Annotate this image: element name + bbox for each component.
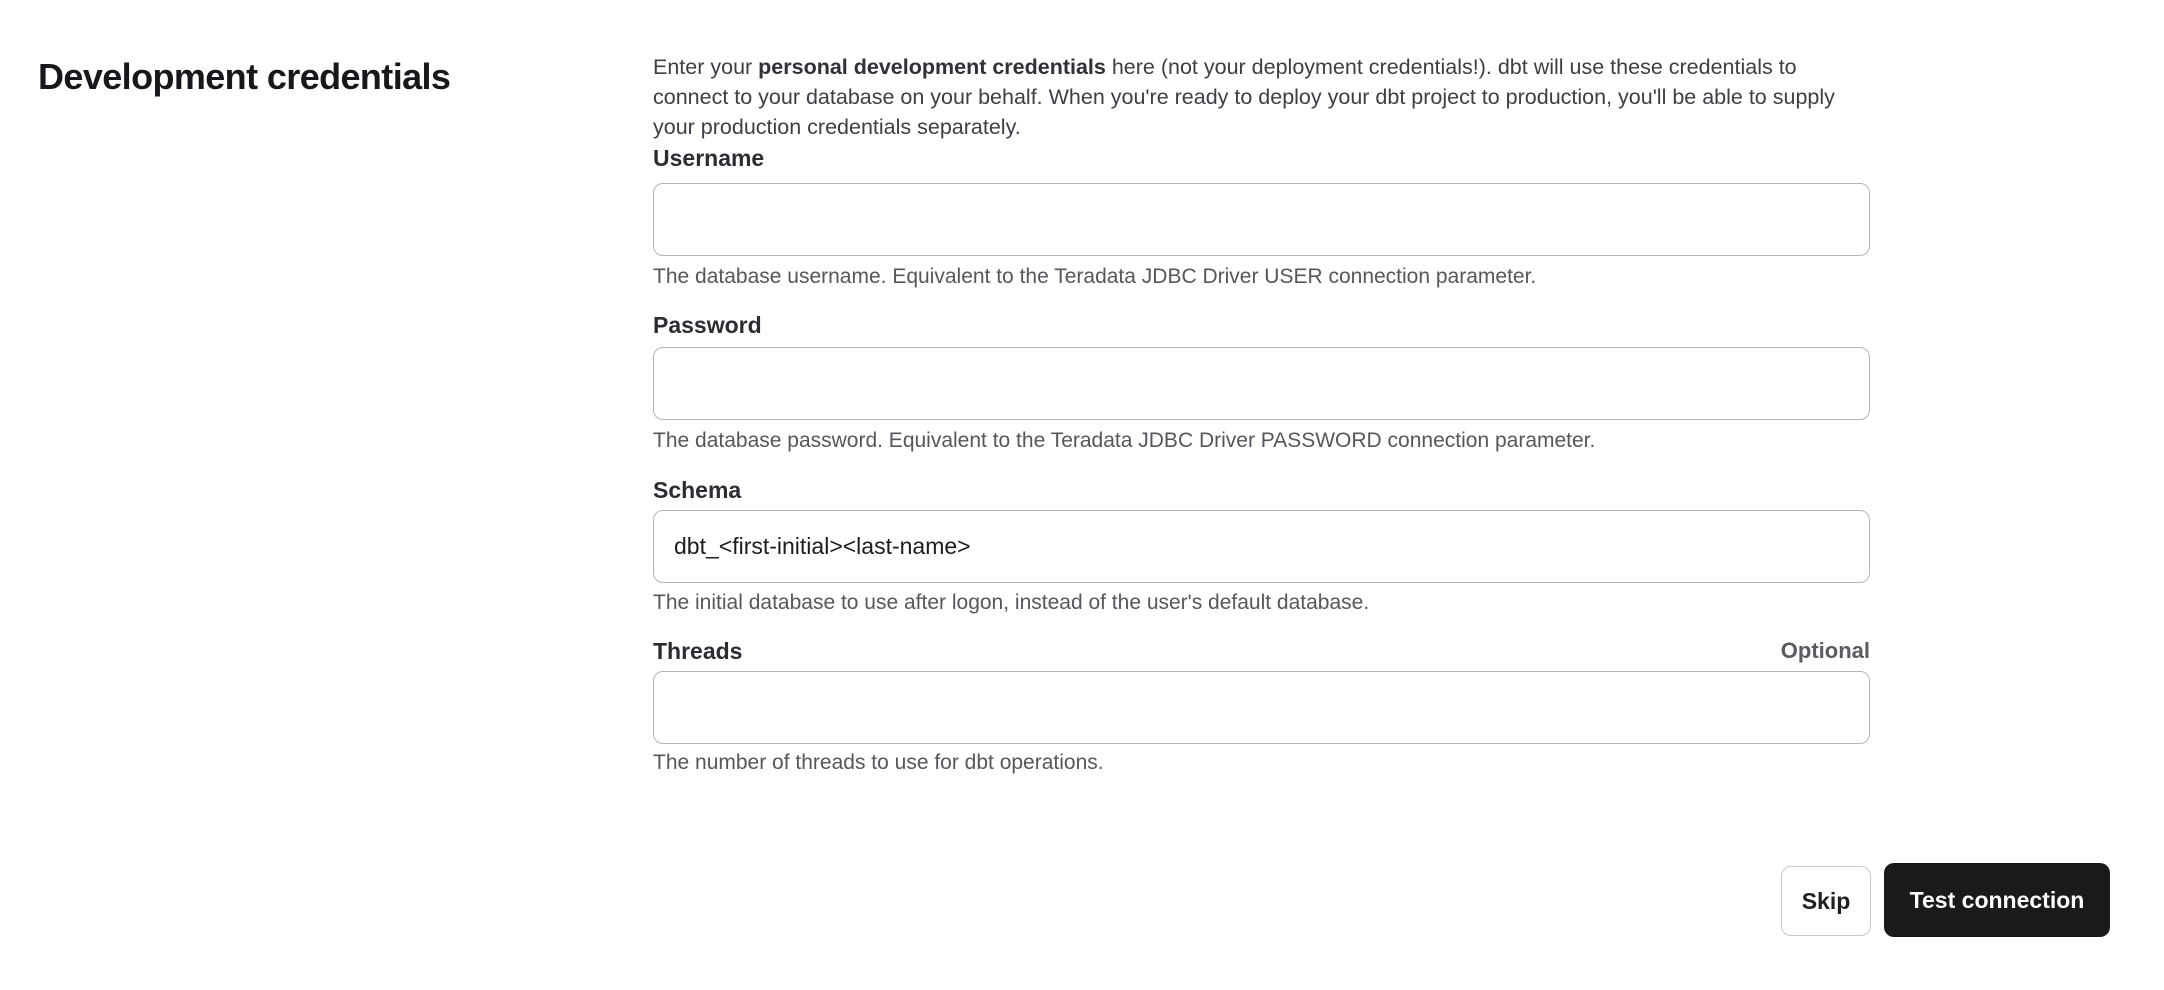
password-helper-text: The database password. Equivalent to the Teradata JDBC Driver PASSWORD connection parameter. bbox=[653, 429, 1596, 452]
username-helper-text: The database username. Equivalent to the Teradata JDBC Driver USER connection parameter. bbox=[653, 265, 1537, 288]
skip-button[interactable]: Skip bbox=[1781, 866, 1871, 936]
threads-input[interactable] bbox=[653, 671, 1870, 744]
username-label: Username bbox=[653, 145, 765, 171]
threads-helper-text: The number of threads to use for dbt operations. bbox=[653, 751, 1104, 774]
username-input[interactable] bbox=[653, 183, 1870, 256]
credentials-form bbox=[653, 0, 1870, 990]
password-label: Password bbox=[653, 312, 762, 338]
test-connection-button[interactable]: Test connection bbox=[1884, 863, 2110, 937]
intro-prefix: Enter your bbox=[653, 54, 759, 79]
threads-label: Threads bbox=[653, 638, 743, 664]
page-title: Development credentials bbox=[38, 56, 451, 98]
intro-suffix: here (not your deployment credentials!). dbt will use these credentials to connect to your database on your behalf. When you're ready to deploy your dbt project to production, you'll be able to supply your production credentials separately. bbox=[653, 54, 1835, 139]
password-input[interactable] bbox=[653, 347, 1870, 420]
schema-input[interactable] bbox=[653, 510, 1870, 583]
schema-label: Schema bbox=[653, 477, 742, 503]
threads-optional-badge: Optional bbox=[1780, 638, 1870, 663]
schema-helper-text: The initial database to use after logon, instead of the user's default database. bbox=[653, 591, 1370, 614]
intro-paragraph bbox=[653, 52, 1870, 142]
intro-bold-phrase: personal development credentials bbox=[758, 54, 1106, 79]
